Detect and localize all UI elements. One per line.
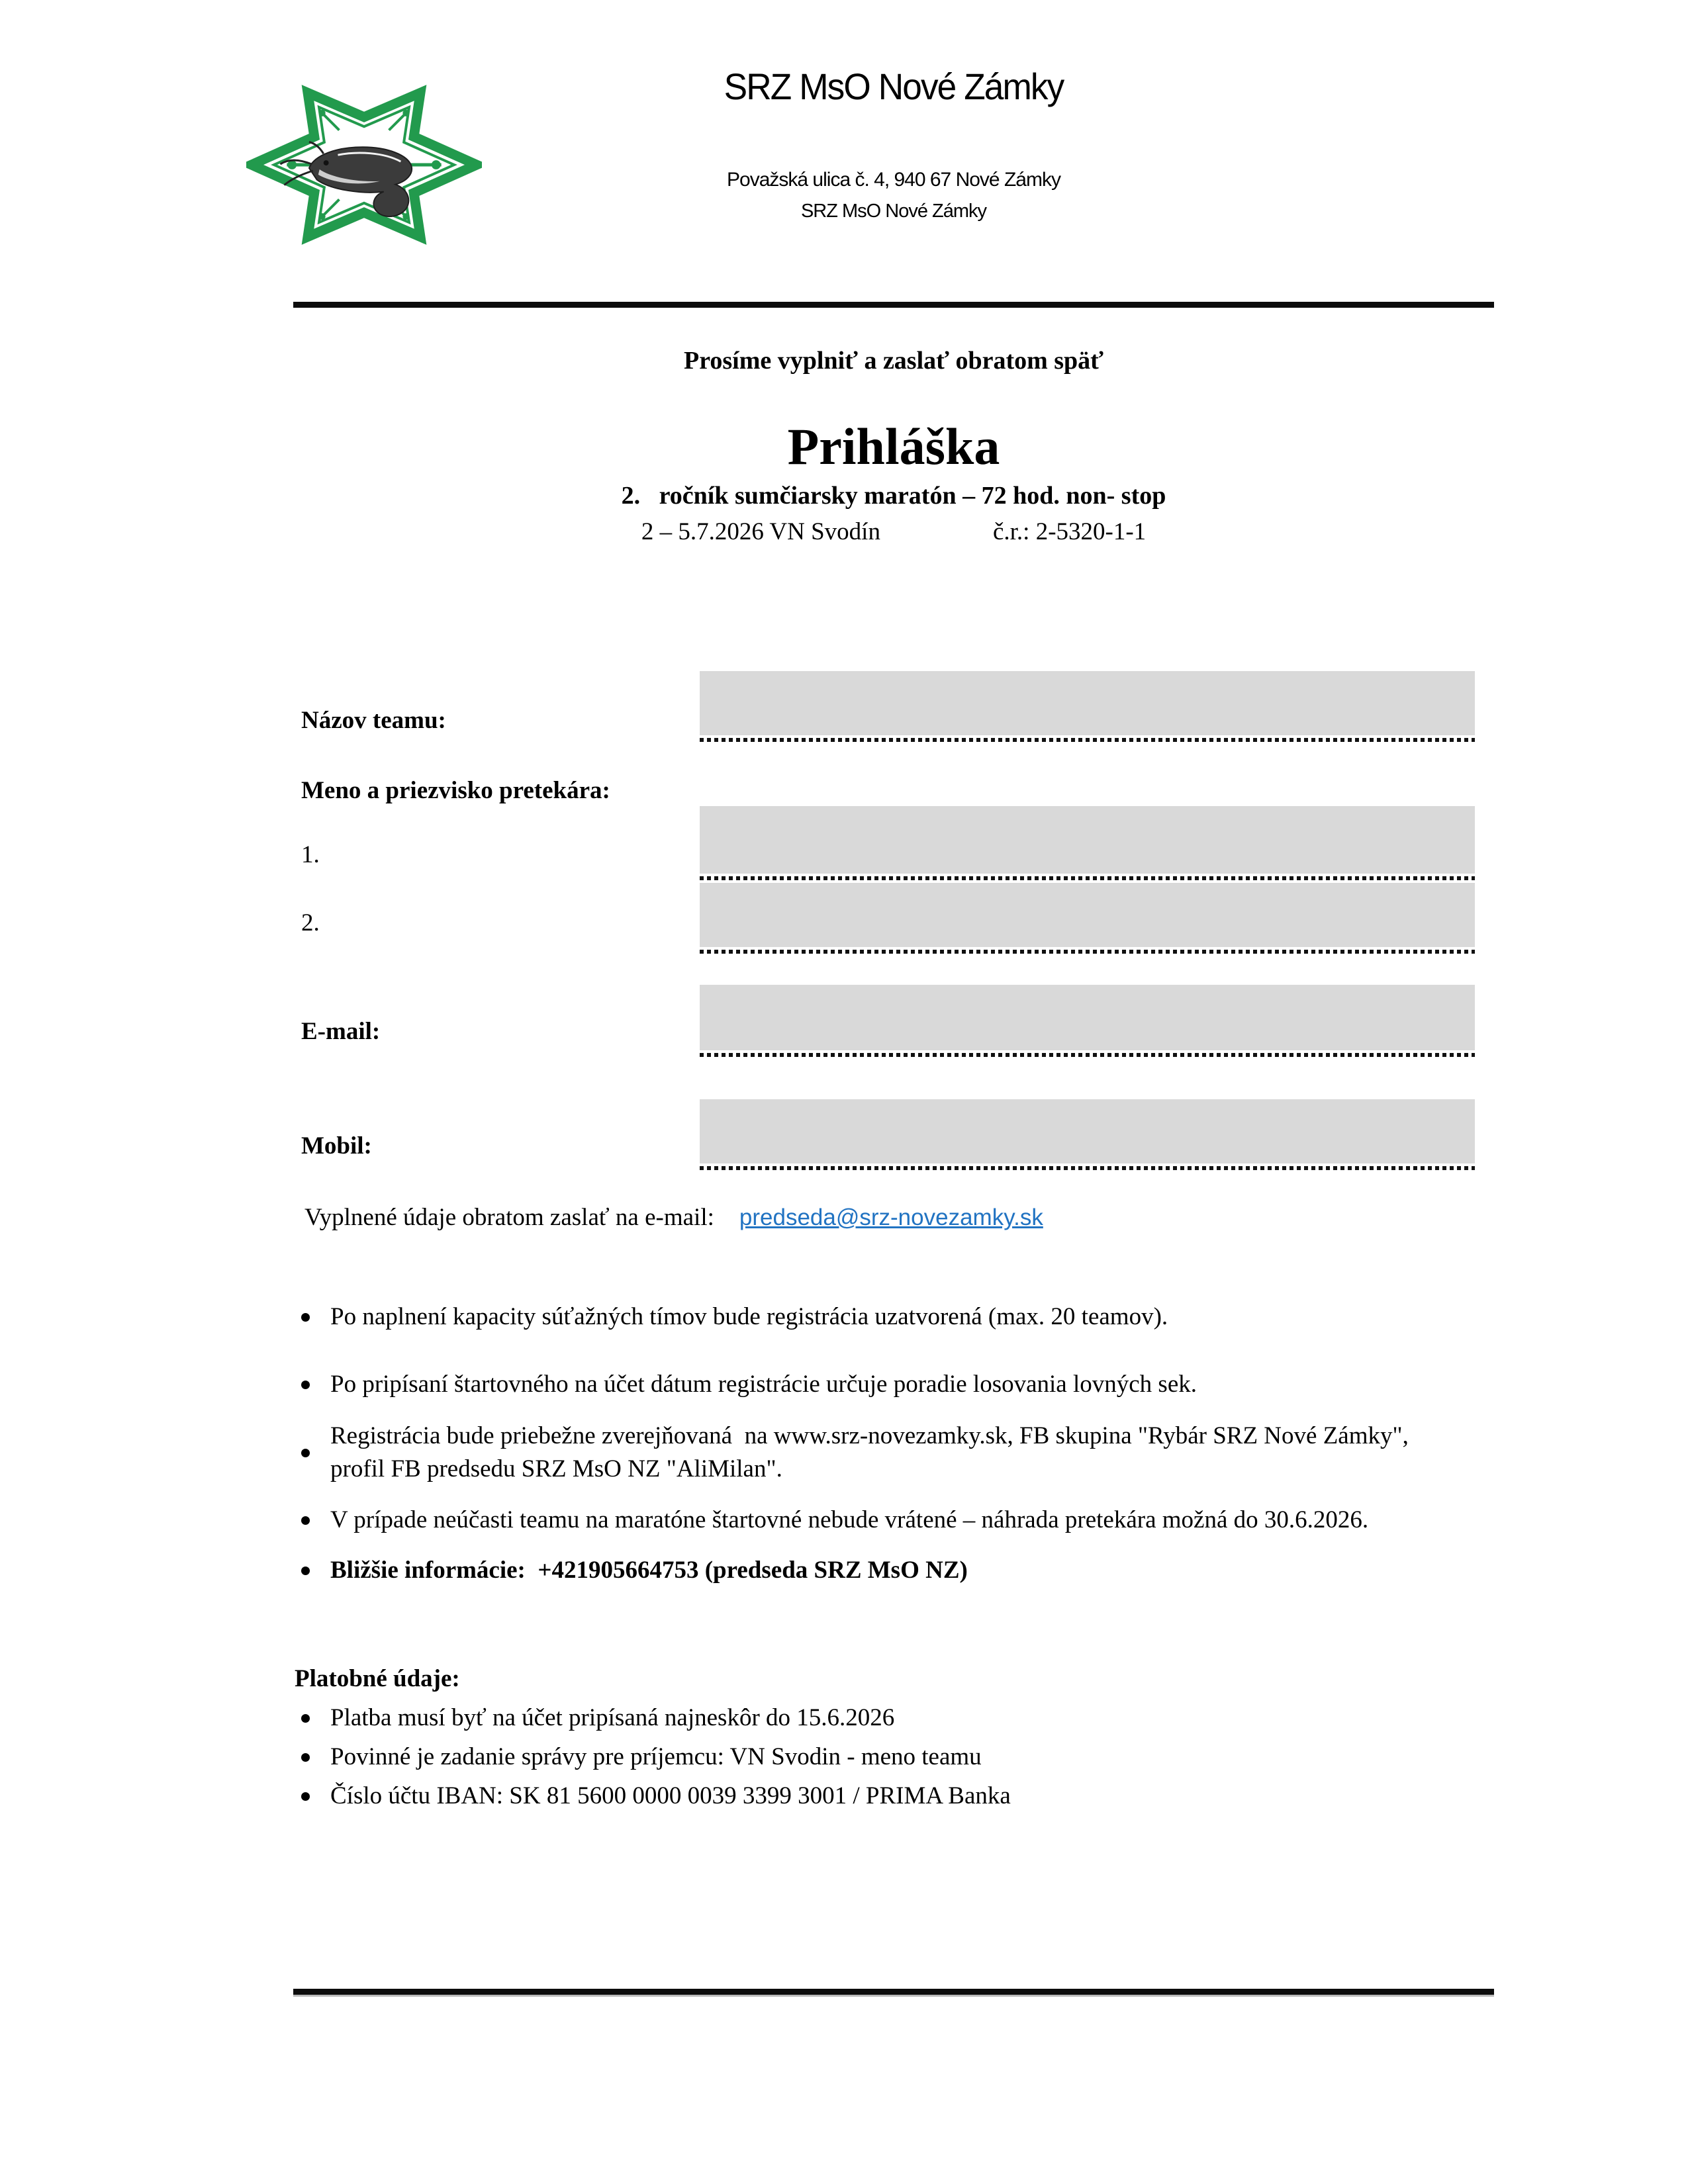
org-name: SRZ MsO Nové Zámky (724, 66, 1064, 107)
team-name-label: Názov teamu: (301, 707, 446, 734)
list-item (295, 1420, 1493, 1486)
contact-email-link[interactable]: predseda@srz-novezamky.sk (739, 1205, 1043, 1230)
instruction-line: Prosíme vyplniť a zaslať obratom späť (684, 347, 1103, 375)
org-address-line2: SRZ MsO Nové Zámky (800, 201, 987, 222)
list-item (295, 1368, 1493, 1401)
list-item (295, 1702, 1493, 1735)
list-item (295, 1504, 1493, 1537)
list-item (295, 1554, 1493, 1587)
header-divider-rule (293, 302, 1494, 308)
competitor2-field[interactable] (700, 883, 1475, 947)
competitor1-number-label: 1. (301, 841, 320, 868)
send-note-text: Vyplnené údaje obratom zaslať na e-mail: (305, 1204, 714, 1231)
email-label: E-mail: (301, 1018, 381, 1045)
org-address-line1: Považská ulica č. 4, 940 67 Nové Zámky (727, 169, 1060, 191)
bullet-icon (301, 1567, 310, 1575)
bullet-icon (301, 1381, 310, 1389)
team-name-field[interactable] (700, 671, 1475, 735)
competitors-label: Meno a priezvisko pretekára: (301, 777, 610, 804)
bullet-text: Po pripísaní štartovného na účet dátum registrácie určuje poradie losovania lovných sek. (330, 1371, 1197, 1398)
bullet-icon (301, 1313, 310, 1322)
bullet-icon (301, 1449, 310, 1457)
mobile-field[interactable] (700, 1099, 1475, 1163)
event-dateline (295, 518, 1493, 546)
payment-heading: Platobné údaje: (295, 1665, 460, 1692)
list-item (295, 1780, 1493, 1813)
list-item (295, 1300, 1493, 1334)
mobile-label: Mobil: (301, 1132, 372, 1160)
email-field[interactable] (700, 985, 1475, 1050)
info-bullet-list (295, 1300, 1493, 1587)
footer-divider-rule (293, 1989, 1494, 1997)
org-header (295, 65, 1493, 222)
send-note (305, 1201, 1043, 1234)
bullet-icon (301, 1792, 310, 1801)
payment-item-text: Platba musí byť na účet pripísaná najneskôr do 15.6.2026 (330, 1704, 895, 1731)
bullet-text: Registrácia bude priebežne zverejňovaná na www.srz-novezamky.sk, FB skupina "Rybár SRZ Nové Zámky", profil FB predsedu SRZ MsO NZ "AliMilan". (330, 1422, 1415, 1482)
bullet-text-contact-info: Bližšie informácie: +421905664753 (predseda SRZ MsO NZ) (330, 1557, 968, 1584)
bullet-text: V prípade neúčasti teamu na maratóne štartovné nebude vrátené – náhrada pretekára možná do 30.6.2026. (330, 1506, 1369, 1533)
competitor1-field[interactable] (700, 806, 1475, 874)
payment-section (295, 1662, 1493, 1819)
document-title: Prihláška (787, 418, 1000, 475)
bullet-text: Po naplnení kapacity súťažných tímov bude registrácia uzatvorená (max. 20 teamov). (330, 1303, 1168, 1330)
payment-item-text: Číslo účtu IBAN: SK 81 5600 0000 0039 3399 3001 / PRIMA Banka (330, 1782, 1011, 1809)
event-subtitle: 2. ročník sumčiarsky maratón – 72 hod. non- stop (621, 482, 1166, 510)
event-reference-number: č.r.: 2-5320-1-1 (992, 518, 1147, 545)
competitor2-number-label: 2. (301, 909, 320, 936)
list-item (295, 1741, 1493, 1774)
bullet-icon (301, 1753, 310, 1762)
bullet-icon (301, 1714, 310, 1723)
bullet-icon (301, 1516, 310, 1525)
event-date-location: 2 – 5.7.2026 VN Svodín (641, 518, 880, 545)
payment-item-text: Povinné je zadanie správy pre príjemcu: VN Svodin - meno teamu (330, 1743, 982, 1770)
